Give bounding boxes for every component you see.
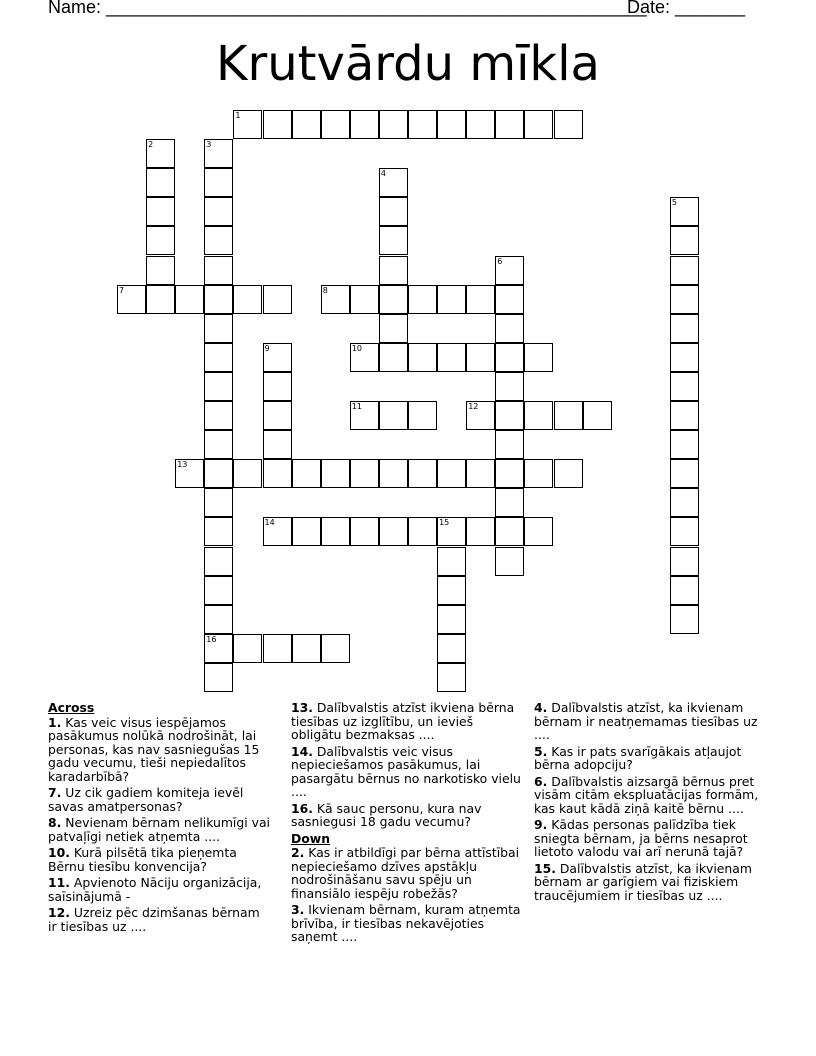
grid-cell[interactable] (204, 663, 233, 692)
grid-cell[interactable] (146, 168, 175, 197)
clue (291, 745, 525, 799)
clue-text: Nevienam bērnam nelikumīgi vai patvaļīgi netiek atņemta .... (48, 815, 270, 844)
clue-number: 9 (264, 343, 270, 353)
grid-cell[interactable] (204, 401, 233, 430)
grid-cell[interactable] (524, 517, 553, 546)
grid-cell[interactable] (321, 634, 350, 663)
clue-number: 4 (380, 169, 386, 179)
grid-cell[interactable] (204, 547, 233, 576)
clue-number: 15 (439, 518, 450, 528)
grid-cell[interactable] (408, 517, 437, 546)
clue (48, 816, 272, 843)
across-heading: Across (48, 700, 95, 715)
grid-cell[interactable] (495, 401, 524, 430)
grid-cell[interactable] (263, 372, 292, 401)
grid-cell[interactable] (437, 605, 466, 634)
grid-cell[interactable] (524, 110, 553, 139)
grid-cell[interactable] (350, 110, 379, 139)
grid-cell[interactable] (321, 110, 350, 139)
grid-cell[interactable] (204, 256, 233, 285)
grid-cell[interactable] (350, 517, 379, 546)
grid-cell[interactable] (263, 634, 292, 663)
grid-cell[interactable] (437, 343, 466, 372)
clue-label: 3. (291, 902, 305, 917)
clue (534, 701, 766, 742)
grid-cell[interactable] (670, 314, 699, 343)
grid-cell[interactable] (204, 430, 233, 459)
grid-cell[interactable] (408, 110, 437, 139)
clue-text: Kas ir atbildīgi par bērna attīstībai nepieciešamo dzīves apstākļu nodrošināšanu savu spēju un finansiālo iespēju robežās? (291, 845, 520, 901)
clue-label: 4. (534, 700, 548, 715)
clue-label: 9. (534, 817, 548, 832)
grid-cell[interactable] (204, 314, 233, 343)
grid-cell[interactable] (204, 459, 233, 488)
grid-cell[interactable] (554, 459, 583, 488)
clue-number: 8 (322, 285, 328, 295)
clue-text: Dalībvalstis atzīst, ka ikvienam bērnam ar garīgiem vai fiziskiem traucējumiem ir tiesības uz .... (534, 860, 752, 903)
clue (291, 701, 525, 742)
clue-number: 7 (119, 285, 125, 295)
grid-cell[interactable] (204, 576, 233, 605)
clue-label: 2. (291, 845, 305, 860)
date-field-label[interactable]: Date: _______ (627, 0, 746, 17)
grid-cell[interactable] (263, 401, 292, 430)
grid-cell[interactable] (495, 459, 524, 488)
grid-cell[interactable] (263, 430, 292, 459)
clue-label: 7. (48, 785, 62, 800)
clue-label: 12. (48, 905, 70, 920)
clue-text: Uzreiz pēc dzimšanas bērnam ir tiesības uz .... (48, 905, 260, 934)
clue-number: 14 (264, 518, 275, 528)
grid-cell[interactable] (495, 430, 524, 459)
clues-column-1 (48, 701, 272, 936)
clue-text: Kas veic visus iespējamos pasākumus nolūkā nodrošināt, lai personas, kas nav sasniegušas 15 gadu vecumu, tieši nepiedalītos karadarbībā? (48, 714, 260, 784)
grid-cell[interactable] (466, 517, 495, 546)
grid-cell[interactable] (670, 459, 699, 488)
grid-cell[interactable] (466, 285, 495, 314)
grid-cell[interactable] (204, 168, 233, 197)
clue-text: Dalībvalstis atzīst ikviena bērna tiesības uz izglītību, un ievieš obligātu bezmaksas .... (291, 700, 515, 742)
grid-cell[interactable] (292, 634, 321, 663)
clue (48, 846, 272, 873)
clue (48, 786, 272, 813)
grid-cell[interactable] (379, 314, 408, 343)
clue-number: 16 (206, 634, 217, 644)
clue (291, 903, 525, 944)
grid-cell[interactable] (670, 576, 699, 605)
clue-number: 12 (468, 402, 479, 411)
clue-text: Dalībvalstis atzīst, ka ikvienam bērnam ir neatņemamas tiesības uz .... (534, 700, 758, 742)
clue-label: 5. (534, 743, 548, 759)
grid-cell[interactable] (670, 343, 699, 372)
grid-cell[interactable] (437, 110, 466, 139)
grid-cell[interactable] (379, 110, 408, 139)
grid-cell[interactable] (670, 372, 699, 401)
clue (48, 716, 272, 784)
grid-cell[interactable] (146, 256, 175, 285)
grid-cell[interactable] (495, 372, 524, 401)
clue (291, 802, 525, 829)
clue-text: Kādas personas palīdzība tiek sniegta bērnam, ja bērns nesaprot lietoto valodu vai arī nerunā tajā? (534, 817, 748, 859)
grid-cell[interactable] (670, 430, 699, 459)
grid-cell[interactable] (408, 285, 437, 314)
clue-number: 13 (177, 460, 188, 470)
grid-cell[interactable] (524, 401, 553, 430)
clue-label: 11. (48, 875, 70, 890)
grid-cell[interactable] (524, 343, 553, 372)
name-field-label[interactable]: Name: ______________________________________________________ (48, 0, 647, 17)
clue-number: 10 (351, 343, 362, 353)
clue-text: Dalībvalstis aizsargā bērnus pret visām citām ekspluatācijas formām, kas kaut kādā ziņā kaitē bērnu .... (534, 773, 759, 816)
clue-label: 8. (48, 815, 62, 830)
grid-cell[interactable] (379, 459, 408, 488)
grid-cell[interactable] (466, 459, 495, 488)
grid-cell[interactable] (175, 285, 204, 314)
grid-cell[interactable] (146, 226, 175, 255)
grid-cell[interactable] (379, 226, 408, 255)
grid-cell[interactable] (670, 256, 699, 285)
grid-cell[interactable] (292, 459, 321, 488)
grid-cell[interactable] (495, 285, 524, 314)
clue (534, 818, 766, 859)
clue-text: Kā sauc personu, kura nav sasniegusi 18 gadu vecumu? (291, 800, 482, 829)
grid-cell[interactable] (204, 343, 233, 372)
grid-cell[interactable] (204, 372, 233, 401)
clue-label: 13. (291, 700, 313, 715)
grid-cell[interactable] (204, 488, 233, 517)
clue-text: Ikvienam bērnam, kuram atņemta brīvība, ir tiesības nekavējoties saņemt .... (291, 902, 521, 944)
grid-cell[interactable] (263, 459, 292, 488)
grid-cell[interactable] (408, 459, 437, 488)
grid-cell[interactable] (495, 517, 524, 546)
grid-cell[interactable] (263, 285, 292, 314)
grid-cell[interactable] (670, 401, 699, 430)
grid-cell[interactable] (466, 110, 495, 139)
clue-label: 14. (291, 743, 313, 759)
grid-cell[interactable] (554, 401, 583, 430)
grid-cell[interactable] (670, 226, 699, 255)
grid-cell[interactable] (379, 256, 408, 285)
clue-text: Kas ir pats svarīgākais atļaujot bērna adopciju? (534, 743, 742, 772)
down-heading: Down (291, 830, 331, 846)
clue (48, 906, 272, 933)
grid-cell[interactable] (524, 459, 553, 488)
grid-cell[interactable] (495, 343, 524, 372)
grid-cell[interactable] (292, 110, 321, 139)
grid-cell[interactable] (233, 285, 262, 314)
grid-cell[interactable] (292, 517, 321, 546)
grid-cell[interactable] (350, 285, 379, 314)
grid-cell[interactable] (204, 605, 233, 634)
clues-column-2 (291, 701, 525, 947)
grid-cell[interactable] (233, 459, 262, 488)
grid-cell[interactable] (204, 226, 233, 255)
grid-cell[interactable] (437, 663, 466, 692)
grid-cell[interactable] (321, 459, 350, 488)
grid-cell[interactable] (437, 547, 466, 576)
grid-cell[interactable] (495, 110, 524, 139)
clue-text: Dalībvalstis veic visus nepieciešamos pasākumus, lai pasargātu bērnus no narkotisko vielu .... (291, 743, 521, 799)
clue (291, 846, 525, 900)
grid-cell[interactable] (350, 459, 379, 488)
grid-cell[interactable] (379, 401, 408, 430)
clue-label: 6. (534, 773, 548, 789)
clue-text: Uz cik gadiem komiteja ievēl savas amatpersonas? (48, 785, 244, 814)
grid-cell[interactable] (408, 401, 437, 430)
grid-cell[interactable] (670, 517, 699, 546)
grid-cell[interactable] (408, 343, 437, 372)
clues-column-3 (534, 701, 766, 905)
grid-cell[interactable] (204, 285, 233, 314)
clue-number: 11 (351, 402, 362, 411)
clue-number: 5 (671, 198, 677, 208)
clue-label: 10. (48, 845, 70, 860)
grid-cell[interactable] (437, 285, 466, 314)
grid-cell[interactable] (495, 314, 524, 343)
grid-cell[interactable] (495, 547, 524, 576)
grid-cell[interactable] (670, 285, 699, 314)
clue-number: 2 (148, 140, 154, 150)
grid-cell[interactable] (670, 547, 699, 576)
grid-cell[interactable] (437, 576, 466, 605)
clue-number: 3 (206, 140, 212, 150)
grid-cell[interactable] (670, 488, 699, 517)
grid-cell[interactable] (379, 517, 408, 546)
clue-number: 6 (497, 256, 503, 266)
grid-cell[interactable] (466, 343, 495, 372)
grid-cell[interactable] (204, 197, 233, 226)
grid-cell[interactable] (379, 197, 408, 226)
grid-cell[interactable] (263, 110, 292, 139)
grid-cell[interactable] (670, 605, 699, 634)
clue (534, 862, 766, 903)
grid-cell[interactable] (437, 459, 466, 488)
grid-cell[interactable] (233, 634, 262, 663)
grid-cell[interactable] (495, 488, 524, 517)
clue-label: 15. (534, 860, 556, 876)
page-title: Krutvārdu mīkla (216, 36, 600, 92)
grid-cell[interactable] (554, 110, 583, 139)
grid-cell[interactable] (321, 517, 350, 546)
grid-cell[interactable] (379, 285, 408, 314)
clue-text: Kurā pilsētā tika pieņemta Bērnu tiesību konvencija? (48, 845, 237, 874)
grid-cell[interactable] (146, 285, 175, 314)
grid-cell[interactable] (204, 517, 233, 546)
clue-text: Apvienoto Nāciju organizācija, saīsinājumā - (48, 875, 262, 904)
grid-cell[interactable] (379, 343, 408, 372)
clue (534, 775, 766, 816)
clue-label: 16. (291, 800, 313, 816)
grid-cell[interactable] (146, 197, 175, 226)
clue-number: 1 (235, 111, 241, 120)
grid-cell[interactable] (437, 634, 466, 663)
grid-cell[interactable] (583, 401, 612, 430)
clue (48, 876, 272, 903)
clue-label: 1. (48, 714, 62, 730)
clue (534, 745, 766, 772)
